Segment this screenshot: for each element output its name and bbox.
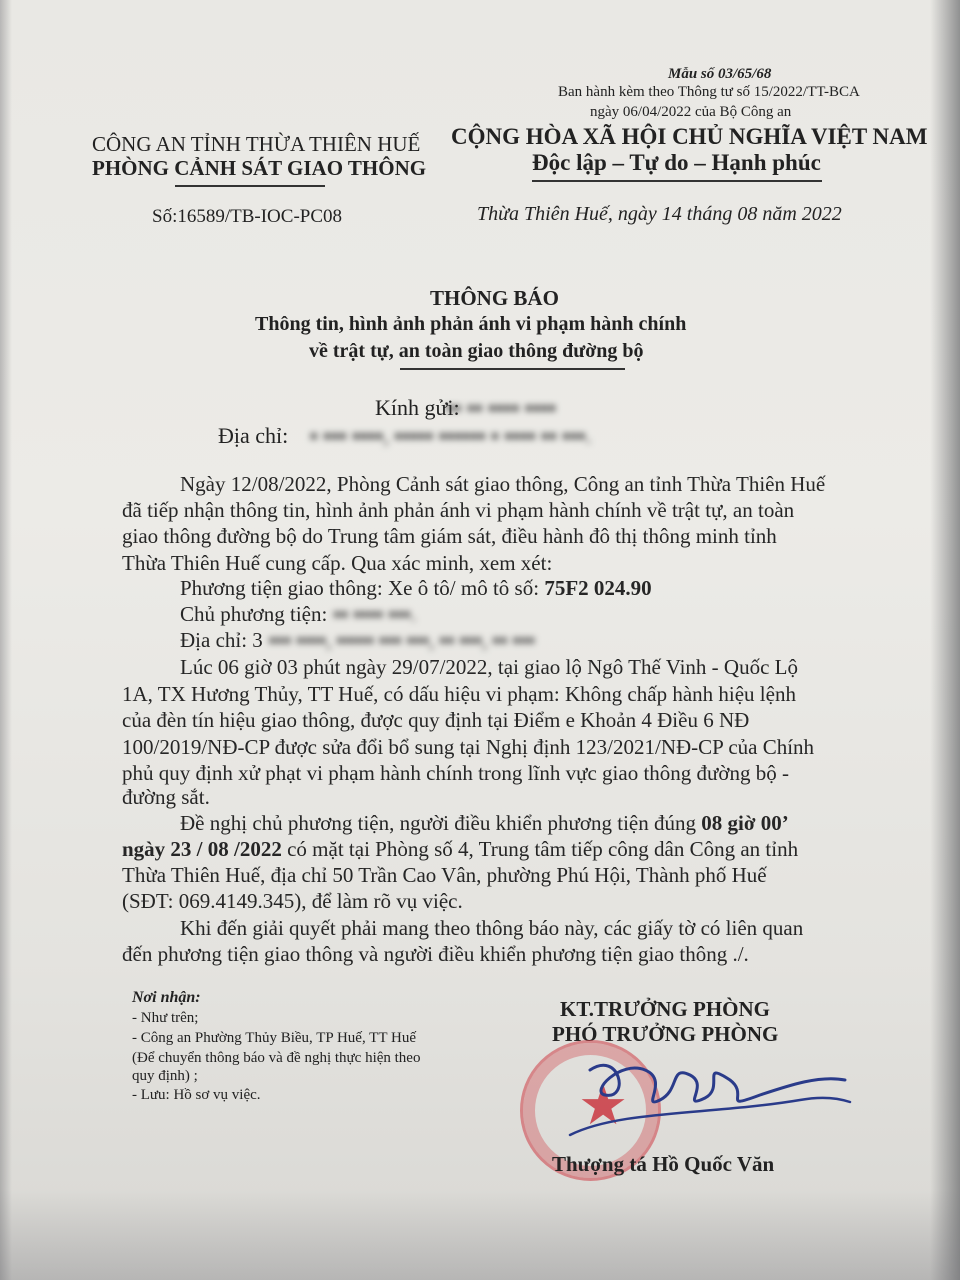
motto-underline (532, 180, 822, 182)
owner-label: Chủ phương tiện: (180, 602, 328, 626)
document-subtitle-line1: Thông tin, hình ảnh phản ánh vi phạm hành chính (255, 313, 687, 335)
recipients-item-1: - Như trên; (132, 1010, 199, 1026)
violation-line-1: Lúc 06 giờ 03 phút ngày 29/07/2022, tại giao lộ Ngô Thế Vinh - Quốc Lộ (180, 655, 798, 679)
recipients-item-3: - Lưu: Hồ sơ vụ việc. (132, 1087, 261, 1103)
right-edge-shadow (930, 0, 960, 1280)
request-line-4: (SĐT: 069.4149.345), để làm rõ vụ việc. (122, 889, 463, 913)
recipients-item-2-note-b: quy định) ; (132, 1068, 198, 1084)
license-plate: 75F2 024.90 (544, 576, 652, 600)
violation-line-5: phủ quy định xử phạt vi phạm hành chính trong lĩnh vực giao thông đường bộ - (122, 761, 790, 785)
recipient-name-redacted: ▪▪ ▪▪ ▪▪▪▪ ▪▪▪▪ (446, 395, 557, 420)
request-text-2: có mặt tại Phòng số 4, Trung tâm tiếp công dân Công an tỉnh (281, 837, 799, 861)
violation-line-6: đường sắt. (122, 785, 210, 809)
document-subtitle-line2: về trật tự, an toàn giao thông đường bộ (309, 340, 644, 362)
body-line-4: Thừa Thiên Huế cung cấp. Qua xác minh, xem xét: (122, 551, 553, 575)
recipients-item-2-note-a: (Để chuyển thông báo và đề nghị thực hiện theo (132, 1050, 421, 1066)
appointment-date: ngày 23 / 08 /2022 (122, 837, 282, 861)
owner-name-redacted: ▪▪ ▪▪▪▪ ▪▪▪. (333, 602, 417, 626)
recipient-address-redacted: ▪ ▪▪▪ ▪▪▪▪, ▪▪▪▪▪ ▪▪▪▪▪▪ ▪ ▪▪▪▪ ▪▪ ▪▪▪. (310, 423, 592, 448)
owner-address-label: Địa chỉ: 3 (180, 628, 263, 652)
bottom-shadow (0, 1190, 960, 1280)
recipients-item-2: - Công an Phường Thủy Biều, TP Huế, TT Huế (132, 1030, 416, 1046)
body-line-1: Ngày 12/08/2022, Phòng Cảnh sát giao thông, Công an tỉnh Thừa Thiên Huế (180, 472, 826, 496)
left-edge-shadow (0, 0, 12, 1280)
issuing-department: PHÒNG CẢNH SÁT GIAO THÔNG (92, 156, 427, 180)
issuing-authority: CÔNG AN TỈNH THỪA THIÊN HUẾ (92, 132, 421, 156)
violation-line-4: 100/2019/NĐ-CP được sửa đổi bổ sung tại Nghị định 123/2021/NĐ-CP của Chính (122, 735, 815, 759)
appointment-time: 08 giờ 00’ (701, 811, 789, 835)
vehicle-label: Phương tiện giao thông: Xe ô tô/ mô tô số: (180, 576, 545, 600)
request-line-2 (122, 837, 798, 862)
request-text-1: Đề nghị chủ phương tiện, người điều khiển phương tiện đúng (180, 811, 702, 835)
national-title: CỘNG HÒA XÃ HỘI CHỦ NGHĨA VIỆT NAM (451, 124, 928, 149)
form-number: Mẫu số 03/65/68 (668, 66, 772, 82)
recipients-heading: Nơi nhận: (132, 989, 201, 1006)
form-date-line: ngày 06/04/2022 của Bộ Công an (590, 104, 792, 120)
signer-role-line1: KT.TRƯỞNG PHÒNG (560, 997, 770, 1021)
form-issued-line: Ban hành kèm theo Thông tư số 15/2022/TT-BCA (558, 84, 860, 100)
owner-line (180, 602, 416, 627)
recipient-label: Kính gửi: (375, 395, 460, 420)
place-and-date: Thừa Thiên Huế, ngày 14 tháng 08 năm 2022 (477, 203, 842, 225)
closing-line-1: Khi đến giải quyết phải mang theo thông báo này, các giấy tờ có liên quan (180, 916, 804, 940)
vehicle-line (180, 576, 652, 601)
owner-address-redacted: ▪▪▪ ▪▪▪▪, ▪▪▪▪▪ ▪▪▪ ▪▪▪, ▪▪ ▪▪▪, ▪▪ ▪▪▪ (268, 628, 536, 652)
national-motto: Độc lập – Tự do – Hạnh phúc (532, 150, 821, 175)
closing-line-2: đến phương tiện giao thông và người điều khiển phương tiện giao thông ./. (122, 942, 749, 966)
recipient-address-label: Địa chỉ: (218, 423, 289, 448)
signer-name: Thượng tá Hồ Quốc Văn (552, 1152, 775, 1176)
body-line-3: giao thông đường bộ do Trung tâm giám sát, điều hành đô thị thông minh tỉnh (122, 524, 777, 548)
seal-star-icon: ★ (578, 1075, 629, 1137)
owner-address-line (180, 628, 535, 653)
request-line-1 (180, 811, 789, 836)
violation-line-2: 1A, TX Hương Thủy, TT Huế, có dấu hiệu vi phạm: Không chấp hành hiệu lệnh (122, 682, 796, 706)
handwritten-signature (560, 1040, 860, 1160)
department-underline (175, 185, 325, 187)
request-line-3: Thừa Thiên Huế, địa chỉ 50 Trần Cao Vân, phường Phú Hội, Thành phố Huế (122, 863, 767, 887)
body-line-2: đã tiếp nhận thông tin, hình ảnh phản ánh vi phạm hành chính về trật tự, an toàn (122, 498, 795, 522)
violation-line-3: của đèn tín hiệu giao thông, được quy định tại Điểm e Khoản 4 Điều 6 NĐ (122, 708, 750, 732)
title-underline (400, 368, 625, 370)
document-number: Số:16589/TB-IOC-PC08 (152, 206, 343, 227)
document-title: THÔNG BÁO (430, 286, 559, 310)
signer-role-line2: PHÓ TRƯỞNG PHÒNG (552, 1022, 779, 1046)
